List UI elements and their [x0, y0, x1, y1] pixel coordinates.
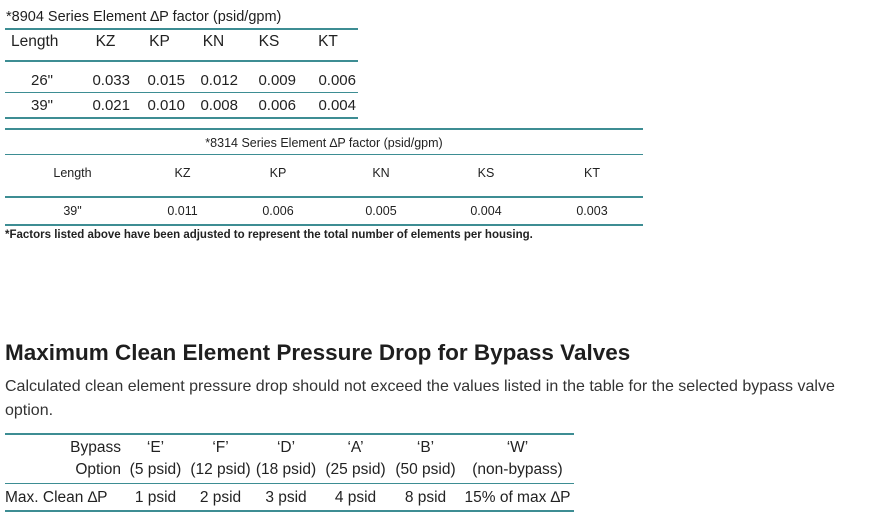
bypass-header-row-1: [5, 435, 574, 459]
column-header: ‘A’: [347, 439, 364, 456]
table-cell: 0.021: [92, 97, 130, 114]
bypass-header-row-2: [5, 459, 574, 484]
table-8904: [5, 6, 358, 119]
table-cell: 0.008: [200, 97, 238, 114]
column-header: (25 psid): [325, 461, 386, 478]
column-header: ‘F’: [212, 439, 229, 456]
table-cell: 15% of max ∆P: [464, 489, 571, 506]
column-header: Bypass: [70, 439, 121, 456]
table-cell: 26": [30, 72, 53, 89]
section-intro: Calculated clean element pressure drop should not exceed the values listed in the table for the selected bypass valve option.: [5, 378, 835, 419]
column-header: (12 psid): [190, 461, 251, 478]
table-cell: 39": [63, 204, 82, 218]
column-header: KN: [372, 166, 390, 180]
table-cell: 8 psid: [404, 489, 447, 506]
column-header: Option: [75, 461, 121, 478]
column-header: KP: [149, 33, 170, 50]
column-header: KZ: [174, 166, 191, 180]
column-header: KP: [269, 166, 287, 180]
column-header: Length: [11, 33, 59, 50]
table-cell: 0.015: [147, 72, 185, 89]
table-8314-header: [5, 155, 643, 198]
column-header: ‘E’: [146, 439, 165, 456]
table-cell: 0.010: [147, 97, 185, 114]
table-row: [5, 198, 643, 226]
column-header: (50 psid): [395, 461, 456, 478]
table-cell: 1 psid: [134, 489, 177, 506]
table-row: [5, 92, 358, 117]
table-cell: 0.006: [258, 97, 296, 114]
column-header: KS: [477, 166, 495, 180]
table-cell: 0.003: [576, 204, 608, 218]
column-header: ‘B’: [416, 439, 435, 456]
column-header: (non-bypass): [472, 461, 563, 478]
table-cell: 0.011: [167, 204, 198, 218]
column-header: KN: [202, 33, 225, 50]
footnote: *Factors listed above have been adjusted to represent the total number of elements per housing.: [5, 229, 533, 241]
table-cell: 0.006: [318, 72, 356, 89]
table-cell: 0.033: [92, 72, 130, 89]
section-heading: Maximum Clean Element Pressure Drop for Bypass Valves: [5, 340, 631, 365]
table-8314-title: *8314 Series Element ∆P factor (psid/gpm): [5, 130, 643, 155]
table-cell: 0.005: [365, 204, 397, 218]
table-row: [5, 68, 358, 92]
table-cell: 0.009: [258, 72, 296, 89]
table-cell: 3 psid: [265, 489, 307, 506]
table-cell: 2 psid: [199, 489, 242, 506]
bypass-table: [5, 433, 574, 512]
column-header: ‘W’: [506, 439, 529, 456]
column-header: Length: [53, 166, 92, 180]
column-header: ‘D’: [276, 439, 296, 456]
column-header: KS: [258, 33, 280, 50]
table-cell: 0.004: [318, 97, 356, 114]
table-cell: 0.004: [470, 204, 502, 218]
table-8314: [5, 128, 643, 226]
table-cell: 0.006: [262, 204, 294, 218]
table-cell: 4 psid: [334, 489, 377, 506]
column-header: (5 psid): [129, 461, 182, 478]
column-header: (18 psid): [255, 461, 317, 478]
column-header: KT: [318, 33, 338, 50]
column-header: KZ: [95, 33, 116, 50]
table-cell: 39": [30, 97, 53, 114]
table-8904-header: [5, 30, 358, 62]
column-header: KT: [584, 166, 600, 180]
table-8904-title: *8904 Series Element ∆P factor (psid/gpm): [5, 6, 358, 30]
table-row: [5, 484, 574, 510]
table-cell: 0.012: [200, 72, 238, 89]
table-cell: Max. Clean ∆P: [5, 489, 108, 506]
